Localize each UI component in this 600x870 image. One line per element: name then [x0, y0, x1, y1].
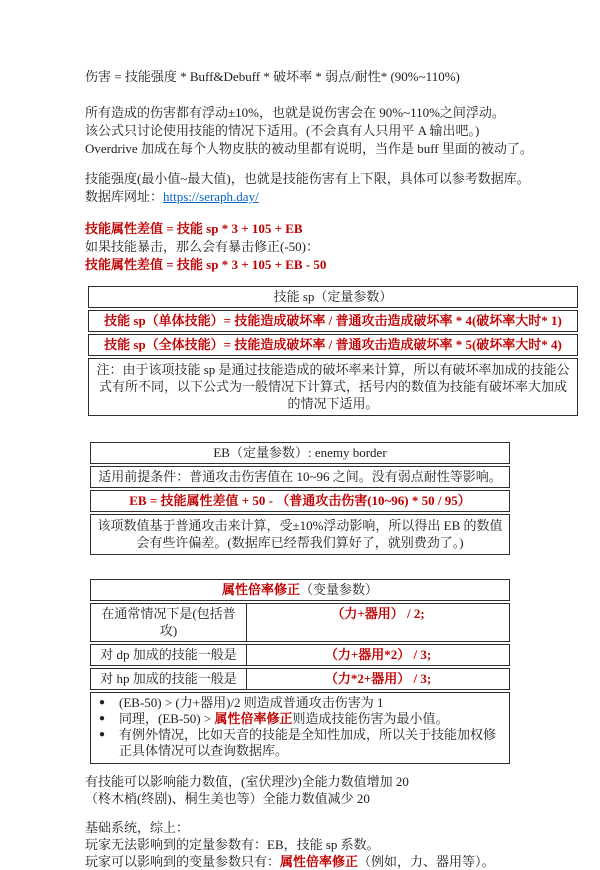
attr-table-row-dp	[90, 644, 510, 666]
damage-formula-line: 伤害 = 技能强度 * Buff&Debuff * 破坏率 * 弱点/耐性* (90%~110%)	[85, 69, 460, 84]
summary-line-3-red-term: 属性倍率修正	[280, 854, 359, 869]
summary-line-3	[85, 853, 582, 870]
attr-row-label: 对 hp 加成的技能一般是	[91, 669, 247, 689]
attr-row-value: （力*2+器用） / 3;	[324, 671, 432, 686]
attr-table-header	[90, 579, 510, 601]
eb-formula-row: EB = 技能属性差值 + 50 - （普通攻击伤害(10~96) * 50 / 95）	[90, 490, 510, 512]
bullet-icon: ●	[99, 713, 106, 724]
ability-line-2: （柊木梢(终剧)、桐生美也等）全能力数值减少 20	[85, 791, 370, 806]
summary-line-3-post: （例如，力、器用等）。	[358, 854, 495, 869]
skill-sp-table-header: 技能 sp（定量参数）	[88, 286, 578, 308]
bullet-icon: ●	[99, 729, 106, 740]
attr-row-value: （力+器用） / 2;	[331, 606, 425, 621]
summary-paragraph	[85, 819, 582, 870]
intro-line-1: 所有造成的伤害都有浮动±10%，也就是说伤害会在 90%~110%之间浮动。	[85, 105, 505, 120]
ability-line-1: 有技能可以影响能力数值，(室伏理沙)全能力数值增加 20	[85, 774, 409, 789]
bullet-item-3	[95, 727, 501, 759]
database-url-line	[85, 188, 582, 206]
database-url-label: 数据库网址：	[85, 189, 164, 204]
attr-table-header-rest: （变量参数）	[300, 582, 379, 597]
skill-sp-table	[88, 286, 578, 416]
spacer	[85, 416, 582, 430]
eb-table	[90, 442, 510, 555]
attr-row-label: 对 dp 加成的技能一般是	[91, 645, 247, 665]
spacer	[85, 158, 582, 170]
attr-row-label: 在通常情况下是(包括普攻)	[91, 604, 247, 641]
bullet-2-red-term: 属性倍率修正	[214, 711, 293, 726]
bullet-text-1: (EB-50) > (力+器用)/2 则造成普通攻击伤害为 1	[119, 695, 384, 710]
eb-note-row: 该项数值基于普通攻击来计算，受±10%浮动影响，所以得出 EB 的数值会有些许偏差。(数据库已经帮我们算好了，就别费劲了。)	[90, 514, 510, 555]
crit-correction-line: 如果技能暴击，那么会有暴击修正(-50)：	[85, 239, 319, 254]
attr-diff-formula-crit: 技能属性差值 = 技能 sp * 3 + 105 + EB - 50	[85, 257, 327, 272]
intro-paragraph	[85, 104, 582, 158]
attr-table-row-normal	[90, 603, 510, 642]
spacer	[85, 86, 582, 104]
spacer	[85, 206, 582, 220]
attr-table-bullets-row	[90, 692, 510, 764]
ability-effect-paragraph	[85, 773, 582, 807]
bullet-item-2	[95, 711, 501, 727]
database-link[interactable]: https://seraph.day/	[163, 189, 259, 204]
bullet-icon: ●	[99, 697, 106, 708]
intro-line-3: Overdrive 加成在每个人物皮肤的被动里都有说明，当作是 buff 里面的被动了。	[85, 141, 533, 156]
attr-table-row-hp	[90, 668, 510, 690]
skill-sp-all-row: 技能 sp（全体技能）= 技能造成破坏率 / 普通攻击造成破坏率 * 5(破坏率大时* 4)	[88, 334, 578, 356]
eb-table-header: EB（定量参数）: enemy border	[90, 442, 510, 464]
bullet-text-3: 有例外情况，比如天音的技能是全知性加成，所以关于技能加权修正具体情况可以查询数据库。	[119, 727, 497, 758]
bullet-text-2	[119, 711, 501, 727]
skill-strength-line: 技能强度(最小值~最大值)，也就是技能伤害有上下限，具体可以参考数据库。	[85, 171, 530, 186]
attr-diff-formula: 技能属性差值 = 技能 sp * 3 + 105 + EB	[85, 221, 303, 236]
summary-line-1: 基础系统，综上：	[85, 820, 190, 835]
summary-line-3-pre: 玩家可以影响到的变量参数只有：	[85, 854, 281, 869]
skill-strength-paragraph	[85, 170, 582, 206]
skill-sp-note-row: 注：由于该项技能 sp 是通过技能造成的破坏率来计算，所以有破坏率加成的技能公式有所不同，以下公式为一般情况下计算式，括号内的数值为技能有破坏率大加成的情况下适用。	[88, 358, 578, 416]
bullet-item-1	[95, 695, 501, 711]
eb-precondition-row: 适用前提条件：普通攻击伤害值在 10~96 之间。没有弱点耐性等影响。	[90, 466, 510, 488]
attr-multiplier-table	[90, 579, 510, 764]
attr-row-value: （力+器用*2） / 3;	[324, 647, 432, 662]
attr-table-header-red: 属性倍率修正	[221, 582, 300, 597]
attribute-diff-paragraph	[85, 220, 582, 274]
summary-line-2: 玩家无法影响到的定量参数有：EB，技能 sp 系数。	[85, 837, 380, 852]
skill-sp-single-row: 技能 sp（单体技能）= 技能造成破坏率 / 普通攻击造成破坏率 * 4(破坏率大时* 1)	[88, 310, 578, 332]
bullet-2-post: 则造成技能伤害为最小值。	[292, 711, 449, 726]
bullet-2-pre: 同理，(EB-50) >	[119, 711, 215, 726]
spacer	[85, 555, 582, 567]
intro-line-2: 该公式只讨论使用技能的情况下适用。(不会真有人只用平 A 输出吧。)	[85, 123, 480, 138]
